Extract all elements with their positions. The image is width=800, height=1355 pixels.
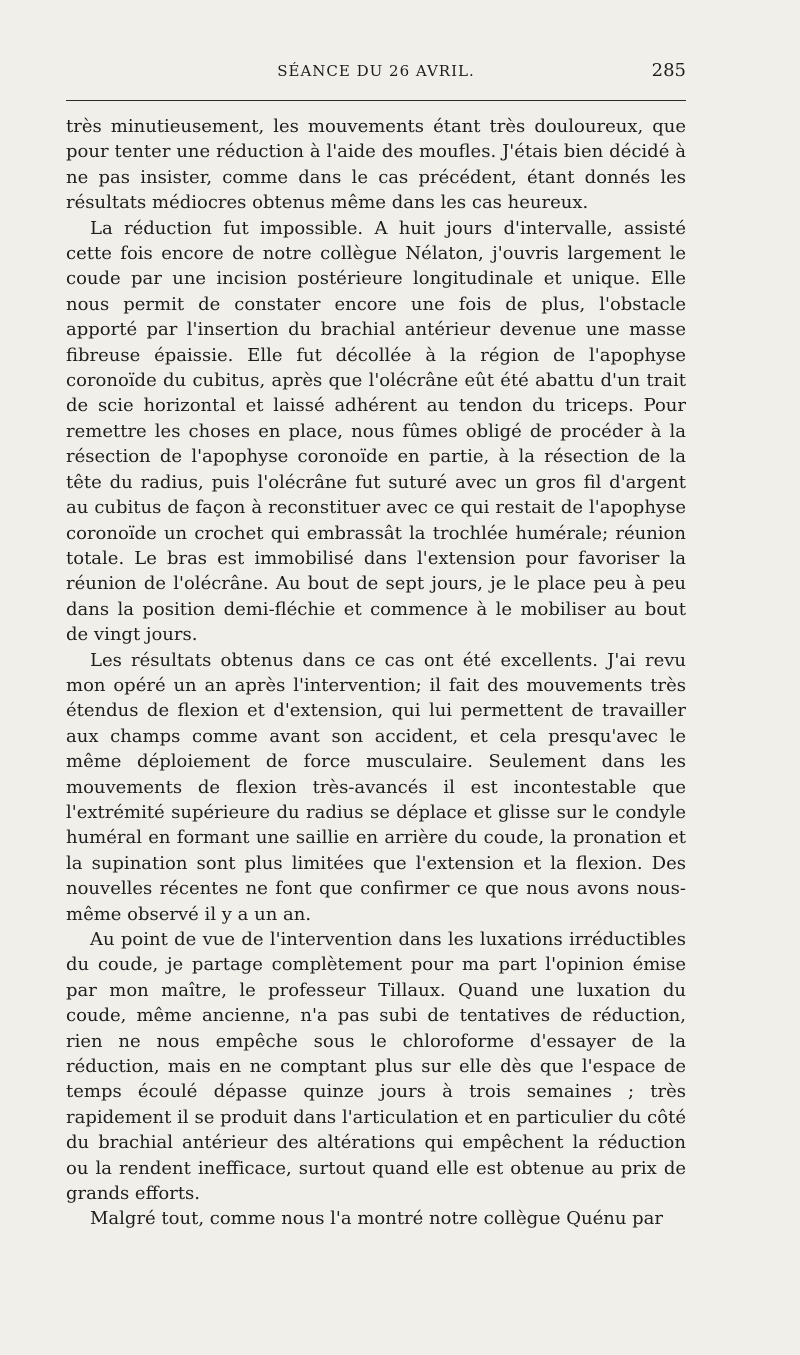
paragraph: Les résultats obtenus dans ce cas ont été excellents. J'ai revu mon opéré un an après l'intervention; il fait des mouvements très étendus de flexion et d'extension, qui lui permettent de travailler aux champs comme avant son accident, et cela presqu'avec le même déploiement de force musculaire. Seulement dans les mouvements de flexion très-avancés il est incontestable que l'extrémité supérieure du radius se déplace et glisse sur le condyle huméral en formant une saillie en arrière du coude, la pronation et la supination sont plus limitées que l'extension et la flexion. Des nouvelles récentes ne font que confirmer ce que nous avons nous-même observé il y a un an. xyxy=(66,649,686,925)
paragraph: La réduction fut impossible. A huit jours d'intervalle, assisté cette fois encore de notre collègue Nélaton, j'ouvris largement le coude par une incision postérieure longitudinale et unique. Elle nous permit de constater encore une fois de plus, l'obstacle apporté par l'insertion du brachial antérieur devenue une masse fibreuse épaissie. Elle fut décollée à la région de l'apophyse coronoïde du cubitus, après que l'olécrâne eût été abattu d'un trait de scie horizontal et laissé adhérent au tendon du triceps. Pour remettre les choses en place, nous fûmes obligé de procéder à la résection de l'apophyse coronoïde en partie, à la résection de la tête du radius, puis l'olécrâne fut suturé avec un gros fil d'argent au cubitus de façon à reconstituer avec ce qui restait de l'apophyse coronoïde un crochet qui embrassât la trochlée humérale; réunion totale. Le bras est immobilisé dans l'extension pour favoriser la réunion de l'olécrâne. Au bout de sept jours, je le place peu à peu dans la position demi-fléchie et commence à le mobiliser au bout de vingt jours. xyxy=(66,217,686,646)
page-number: 285 xyxy=(651,60,686,81)
paragraph: Malgré tout, comme nous l'a montré notre collègue Quénu par xyxy=(90,1208,664,1230)
running-head: SÉANCE DU 26 AVRIL. xyxy=(277,62,475,80)
paragraph: très minutieusement, les mouvements étant très douloureux, que pour tenter une réduction à l'aide des moufles. J'étais bien décidé à ne pas insister, comme dans le cas précédent, étant donnés les résultats médiocres obtenus même dans les cas heureux. xyxy=(66,116,686,214)
body-text xyxy=(66,114,686,1232)
page-header xyxy=(66,62,686,88)
paragraph: Au point de vue de l'intervention dans les luxations irréductibles du coude, je partage complètement pour ma part l'opinion émise par mon maître, le professeur Tillaux. Quand une luxation du coude, même ancienne, n'a pas subi de tentatives de réduction, rien ne nous empêche sous le chloroforme d'essayer de la réduction, mais en ne comptant plus sur elle dès que l'espace de temps écoulé dépasse quinze jours à trois semaines ; très rapidement il se produit dans l'articulation et en particulier du côté du brachial antérieur des altérations qui empêchent la réduction ou la rendent inefficace, surtout quand elle est obtenue au prix de grands efforts. xyxy=(66,929,686,1205)
header-rule xyxy=(66,100,686,101)
